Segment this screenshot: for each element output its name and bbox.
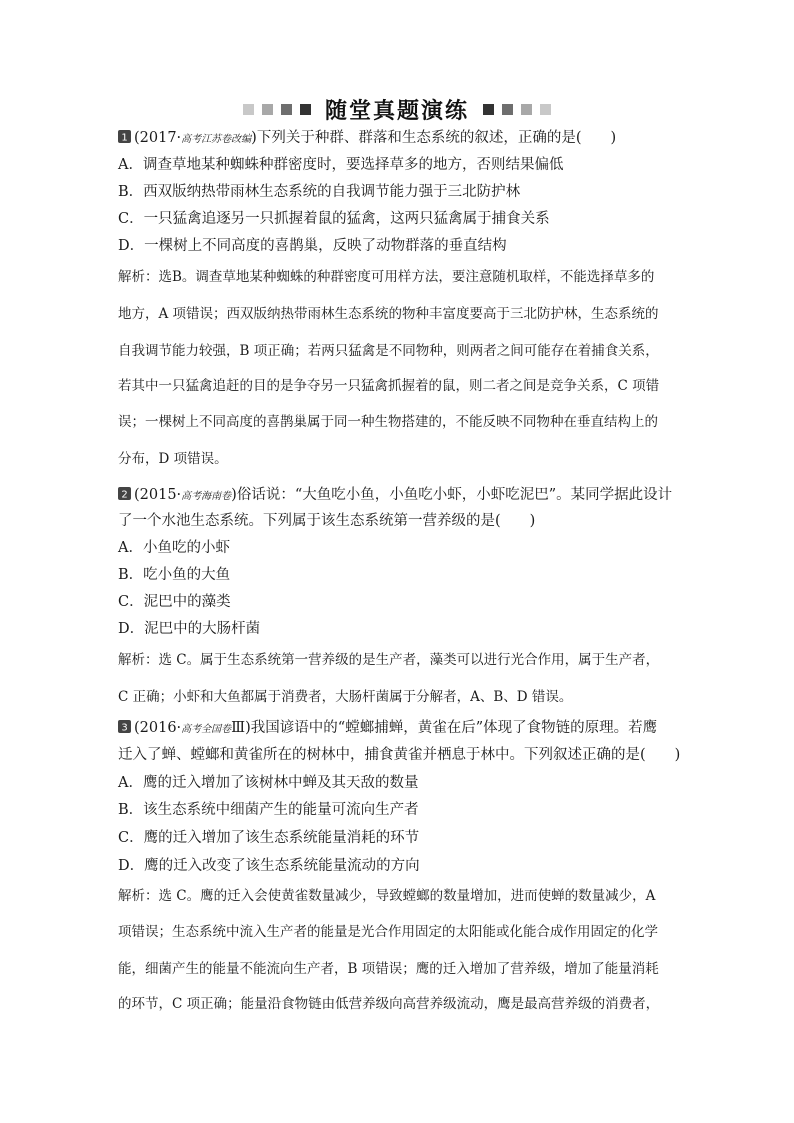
decor-square <box>281 104 292 115</box>
section-title: 随堂真题演练 <box>324 98 469 124</box>
question-year: (2017· <box>134 130 182 146</box>
analysis-line: 若其中一只猛禽追赶的目的是争夺另一只猛禽抓握着的鼠，则二者之间是竞争关系，C 项错 <box>118 378 660 394</box>
question-source: 高考海南卷 <box>181 491 232 502</box>
option-c: C．泥巴中的藻类 <box>118 594 231 610</box>
question-number-icon <box>118 720 131 733</box>
option-a: A．调查草地某种蜘蛛种群密度时，要选择草多的地方，否则结果偏低 <box>118 157 564 173</box>
option-b: B．西双版纳热带雨林生态系统的自我调节能力强于三北防护林 <box>118 184 521 200</box>
option-d: D．一棵树上不同高度的喜鹊巢，反映了动物群落的垂直结构 <box>118 238 507 254</box>
option-b: B．该生态系统中细菌产生的能量可流向生产者 <box>118 802 419 818</box>
analysis-line: 的环节，C 项正确；能量沿食物链由低营养级向高营养级流动，鹰是最高营养级的消费者， <box>118 996 660 1012</box>
option-c: C．一只猛禽追逐另一只抓握着鼠的猛禽，这两只猛禽属于捕食关系 <box>118 211 550 227</box>
question-source: 高考全国卷 <box>181 724 232 735</box>
analysis-line: 项错误；生态系统中流入生产者的能量是光合作用固定的太阳能或化能合成作用固定的化学 <box>118 924 658 940</box>
question-number: 1 <box>121 132 128 143</box>
option-d: D．泥巴中的大肠杆菌 <box>118 621 261 637</box>
analysis-line: 误；一棵树上不同高度的喜鹊巢属于同一种生物搭建的，不能反映不同物种在垂直结构上的 <box>118 414 658 430</box>
decor-square <box>243 104 254 115</box>
question-stem-line: )俗话说：“大鱼吃小鱼，小鱼吃小虾，小虾吃泥巴”。某同学据此设计 <box>231 487 673 503</box>
option-b: B．吃小鱼的大鱼 <box>118 567 231 583</box>
question-stem-line: 了一个水池生态系统。下列属于该生态系统第一营养级的是( ) <box>118 513 536 529</box>
analysis-line: 解析：选B。调查草地某种蜘蛛的种群密度可用样方法，要注意随机取样，不能选择草多的 <box>118 269 655 285</box>
decor-square <box>483 104 494 115</box>
option-a: A．小鱼吃的小虾 <box>118 540 230 556</box>
question-stem-line: 迁入了蝉、螳螂和黄雀所在的树林中，捕食黄雀并栖息于林中。下列叙述正确的是( ) <box>118 747 681 763</box>
section-header <box>0 95 794 123</box>
question-number: 3 <box>121 722 128 733</box>
option-d: D．鹰的迁入改变了该生态系统能量流动的方向 <box>118 858 420 874</box>
analysis-line: 解析：选 C。属于生态系统第一营养级的是生产者，藻类可以进行光合作用，属于生产者， <box>118 652 660 668</box>
question-stem-line: Ⅲ)我国谚语中的“螳螂捕蝉，黄雀在后”体现了食物链的原理。若鹰 <box>231 720 658 736</box>
question-source: 高考江苏卷改编 <box>181 134 252 145</box>
question-stem-line: )下列关于种群、群落和生态系统的叙述，正确的是( ) <box>251 130 617 146</box>
question-number-icon <box>118 130 131 143</box>
decor-square <box>300 104 311 115</box>
analysis-line: C 正确；小虾和大鱼都属于消费者，大肠杆菌属于分解者，A、B、D 错误。 <box>118 689 573 705</box>
question-2-stem <box>118 483 672 504</box>
analysis-line: 地方，A 项错误；西双版纳热带雨林生态系统的物种丰富度要高于三北防护林，生态系统的 <box>118 306 659 322</box>
decor-square <box>502 104 513 115</box>
option-a: A．鹰的迁入增加了该树林中蝉及其天敌的数量 <box>118 775 419 791</box>
analysis-line: 分布，D 项错误。 <box>118 451 228 467</box>
analysis-line: 解析：选 C。鹰的迁入会使黄雀数量减少，导致螳螂的数量增加，进而使蝉的数量减少，A <box>118 888 656 904</box>
question-year: (2015· <box>134 487 182 503</box>
question-3-stem <box>118 716 657 737</box>
option-c: C．鹰的迁入增加了该生态系统能量消耗的环节 <box>118 830 420 846</box>
question-number: 2 <box>121 489 128 500</box>
analysis-line: 自我调节能力较强，B 项正确；若两只猛禽是不同物种，则两者之间可能存在着捕食关系， <box>118 343 659 359</box>
decor-square <box>521 104 532 115</box>
question-year: (2016· <box>134 720 182 736</box>
decor-square <box>262 104 273 115</box>
question-1-stem <box>118 126 616 147</box>
analysis-line: 能，细菌产生的能量不能流向生产者，B 项错误；鹰的迁入增加了营养级，增加了能量消耗 <box>118 961 659 977</box>
decor-square <box>540 104 551 115</box>
question-number-icon <box>118 487 131 500</box>
